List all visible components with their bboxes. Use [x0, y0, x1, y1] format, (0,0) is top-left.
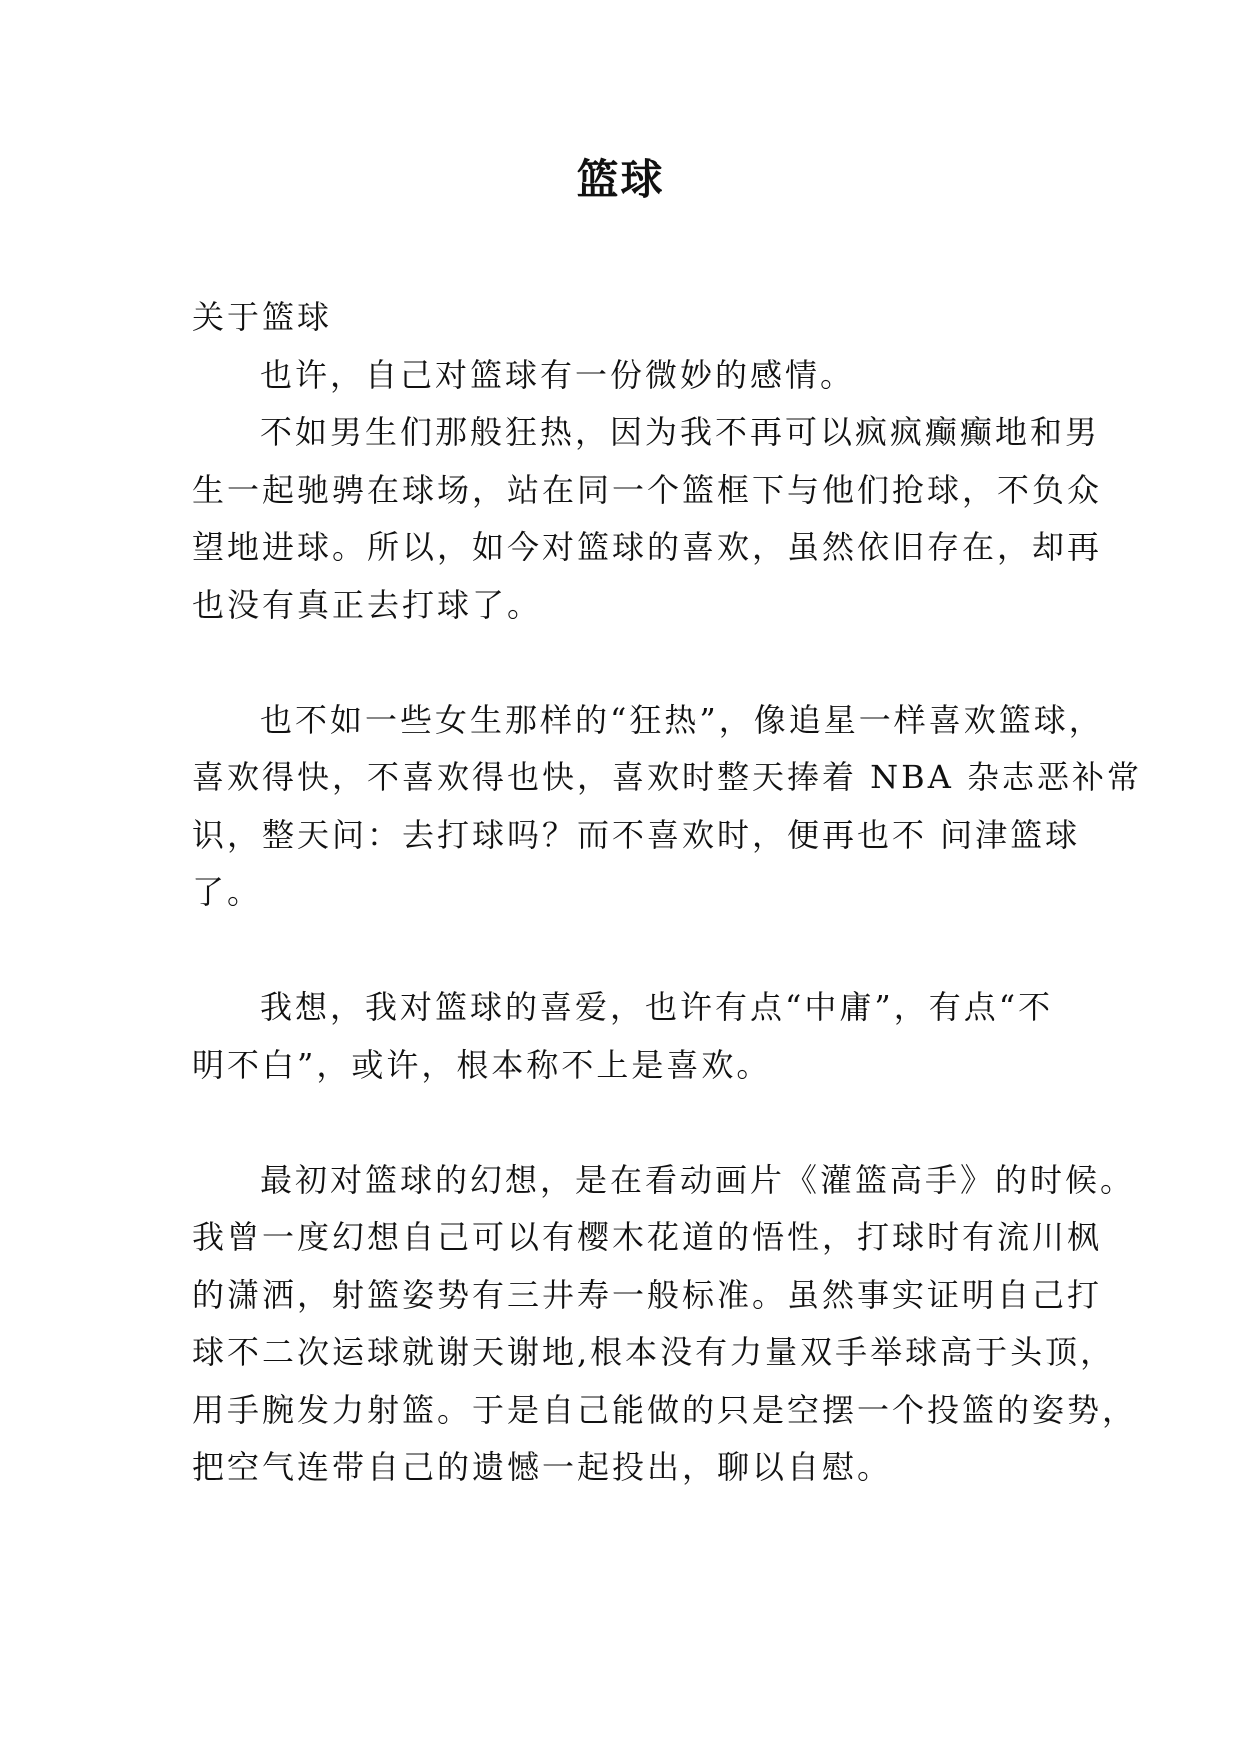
paragraph-line: 球不二次运球就谢天谢地,根本没有力量双手举球高于头顶， [192, 1333, 1116, 1371]
paragraph-line: 明不白”，或许，根本称不上是喜欢。 [192, 1045, 772, 1084]
paragraph-line: 用手腕发力射篮。于是自己能做的只是空摆一个投篮的姿势， [192, 1390, 1138, 1429]
paragraph [192, 692, 1142, 922]
paragraph-spacer [192, 922, 1062, 980]
paragraph-line: 我想，我对篮球的喜爱，也许有点“中庸”，有点“不 [260, 988, 1054, 1026]
paragraph-line: 望地进球。所以，如今对篮球的喜欢，虽然依旧存在，却再 [192, 528, 1103, 566]
paragraph-line: 识，整天问：去打球吗？而不喜欢时，便再也不 问津篮球 [192, 815, 1081, 854]
paragraph-spacer [192, 634, 1062, 692]
paragraph-line: 的潇洒，射篮姿势有三井寿一般标准。虽然事实证明自己打 [192, 1275, 1103, 1314]
paragraph [192, 404, 1103, 634]
paragraph-line: 喜欢得快，不喜欢得也快，喜欢时整天捧着 NBA 杂志恶补常 [192, 758, 1142, 796]
document-body [192, 289, 1142, 1497]
paragraph [192, 347, 1062, 405]
paragraph-line: 也没有真正去打球了。 [192, 585, 543, 624]
paragraph-line: 也不如一些女生那样的“狂热”，像追星一样喜欢篮球， [260, 700, 1104, 739]
document-subtitle: 关于篮球 [192, 298, 333, 336]
paragraph [192, 979, 1062, 1094]
paragraph [192, 1152, 1138, 1497]
paragraph-line: 生一起驰骋在球场，站在同一个篮框下与他们抢球，不负众 [192, 470, 1103, 509]
paragraph-spacer [192, 1094, 1062, 1152]
paragraph-line: 了。 [192, 873, 263, 911]
paragraph-line: 把空气连带自己的遗憾一起投出，聊以自慰。 [192, 1448, 893, 1486]
paragraph-line: 最初对篮球的幻想，是在看动画片《灌篮高手》的时候。 [260, 1160, 1136, 1199]
paragraph-line: 也许，自己对篮球有一份微妙的感情。 [260, 355, 856, 394]
paragraph-line: 我曾一度幻想自己可以有樱木花道的悟性，打球时有流川枫 [192, 1218, 1103, 1256]
paragraph-line: 不如男生们那般狂热，因为我不再可以疯疯癫癫地和男 [260, 413, 1101, 451]
document-title: 篮球 [576, 155, 665, 204]
